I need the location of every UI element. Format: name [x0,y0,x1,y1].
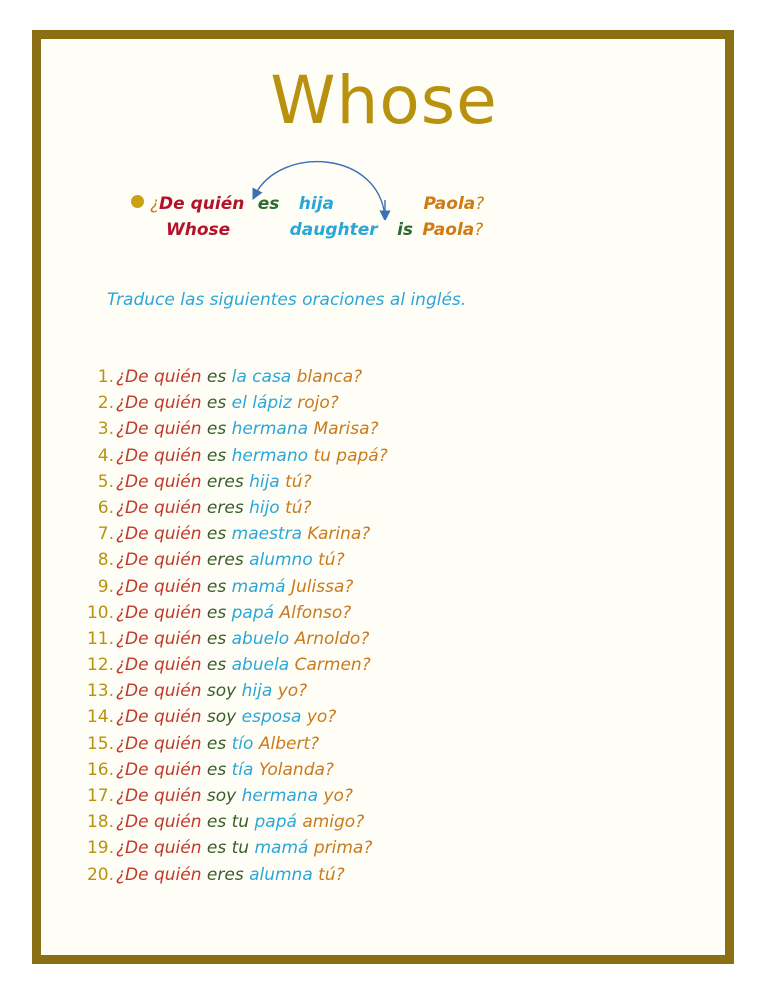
list-item [76,835,388,861]
item-verb: es [206,367,227,387]
item-noun: hermana [231,419,309,440]
item-owner: yo? [323,786,353,806]
item-owner: Alfonso? [279,602,352,623]
list-item [76,809,388,835]
item-number: 13. [86,681,114,702]
item-owner: Yolanda? [258,759,334,780]
item-verb: eres [206,550,244,571]
item-noun: hermano [231,445,309,466]
item-verb: eres [206,497,244,518]
item-verb: eres [206,471,244,492]
list-item [76,547,388,573]
list-item [76,652,388,678]
list-item [76,757,388,783]
item-owner: Carmen? [294,655,371,676]
list-item [76,600,388,626]
item-question: ¿De quién [116,681,202,702]
item-verb: es [206,602,227,623]
list-item [76,731,388,757]
item-owner: Marisa? [313,419,379,440]
item-owner: amigo? [302,812,365,833]
item-verb: es [206,759,227,780]
item-question: ¿De quién [116,419,202,440]
item-number: 10. [86,602,114,623]
item-owner: yo? [277,681,308,702]
item-question: ¿De quién [116,497,202,518]
item-number: 17. [86,786,114,806]
item-verb: es [206,655,227,676]
list-item [76,862,388,888]
item-noun: maestra [231,524,303,545]
item-question: ¿De quién [116,602,202,623]
item-number: 11. [86,628,114,649]
example-spanish [150,194,484,214]
example-english [166,220,483,240]
item-owner: tú? [318,864,345,885]
item-verb: es [206,576,227,597]
list-item [76,574,388,600]
item-number: 1. [97,367,114,387]
item-question: ¿De quién [116,864,202,885]
item-verb: es [206,393,227,414]
item-noun: el lápiz [231,393,292,414]
list-item [76,495,388,521]
item-noun: papá [254,812,297,833]
item-question: ¿De quién [116,550,202,571]
item-question: ¿De quién [116,628,202,649]
example-open-question: ¿ [150,194,160,214]
item-verb: es [206,445,227,466]
instructions: Traduce las siguientes oraciones al inglés. [107,290,467,310]
item-number: 14. [86,707,114,728]
exercise-list [76,364,388,888]
item-number: 9. [97,576,114,597]
list-item [76,783,388,809]
item-noun: abuela [231,655,290,676]
item-number: 18. [86,812,114,833]
item-noun: abuelo [231,628,290,649]
example-daughter: daughter [289,220,378,240]
example-is: is [397,220,414,240]
item-question: ¿De quién [116,445,202,466]
example-paola: Paola [423,194,476,214]
example-close-question-en: ? [474,220,484,240]
item-question: ¿De quién [116,733,202,754]
bullet-icon [131,195,144,208]
example-paola-en: Paola [422,220,475,240]
item-question: ¿De quién [116,367,202,387]
item-noun: esposa [241,707,302,728]
item-question: ¿De quién [116,759,202,780]
example-es: es [257,194,280,214]
item-question: ¿De quién [116,786,202,806]
item-noun: alumno [249,550,313,571]
list-item [76,443,388,469]
item-number: 16. [86,759,114,780]
item-verb: soy [206,681,237,702]
item-noun: hermana [241,786,319,806]
item-owner: tú? [285,497,312,518]
item-question: ¿De quién [116,655,202,676]
item-noun: hija [249,471,280,492]
item-owner: prima? [313,838,373,859]
list-item [76,521,388,547]
item-owner: Julissa? [291,576,354,597]
list-item [76,469,388,495]
item-noun: papá [231,602,275,623]
list-item [76,364,388,390]
item-owner: tu papá? [313,445,388,466]
item-number: 19. [86,838,114,859]
page-title: Whose [270,62,498,139]
list-item [76,678,388,704]
item-noun: hija [241,681,273,702]
item-number: 5. [97,471,114,492]
item-noun: hijo [249,497,280,518]
item-owner: tú? [285,471,312,492]
item-verb: es [206,628,227,649]
item-owner: blanca? [296,367,363,387]
item-noun: alumna [249,864,313,885]
example-whose: Whose [166,220,231,240]
item-verb: es tu [206,838,250,859]
item-number: 6. [97,497,114,518]
item-noun: la casa [231,367,292,387]
item-verb: eres [206,864,244,885]
list-item [76,416,388,442]
item-question: ¿De quién [116,838,202,859]
item-noun: mamá [231,576,286,597]
item-verb: es tu [206,812,250,833]
item-noun: tío [231,733,254,754]
item-question: ¿De quién [116,576,202,597]
item-number: 20. [86,864,114,885]
item-number: 4. [97,445,114,466]
item-owner: Arnoldo? [294,628,370,649]
item-number: 7. [97,524,114,545]
item-verb: es [206,524,227,545]
list-item [76,626,388,652]
example-close-question: ? [475,194,485,214]
item-owner: tú? [318,550,345,571]
item-verb: soy [206,707,237,728]
item-question: ¿De quién [116,393,202,414]
item-owner: Karina? [307,524,371,545]
item-owner: yo? [306,707,337,728]
item-verb: es [206,419,227,440]
item-owner: rojo? [297,393,339,414]
example-hija: hija [298,194,335,214]
item-verb: soy [206,786,237,806]
example-de-quien: De quién [159,194,245,214]
list-item [76,704,388,730]
item-question: ¿De quién [116,524,202,545]
item-owner: Albert? [258,733,320,754]
item-question: ¿De quién [116,812,202,833]
item-number: 12. [86,655,114,676]
item-number: 15. [86,733,114,754]
item-number: 2. [97,393,114,414]
item-number: 8. [97,550,114,571]
item-noun: mamá [254,838,309,859]
item-verb: es [206,733,227,754]
item-question: ¿De quién [116,471,202,492]
item-number: 3. [97,419,114,440]
item-question: ¿De quién [116,707,202,728]
list-item [76,390,388,416]
item-noun: tía [231,759,254,780]
